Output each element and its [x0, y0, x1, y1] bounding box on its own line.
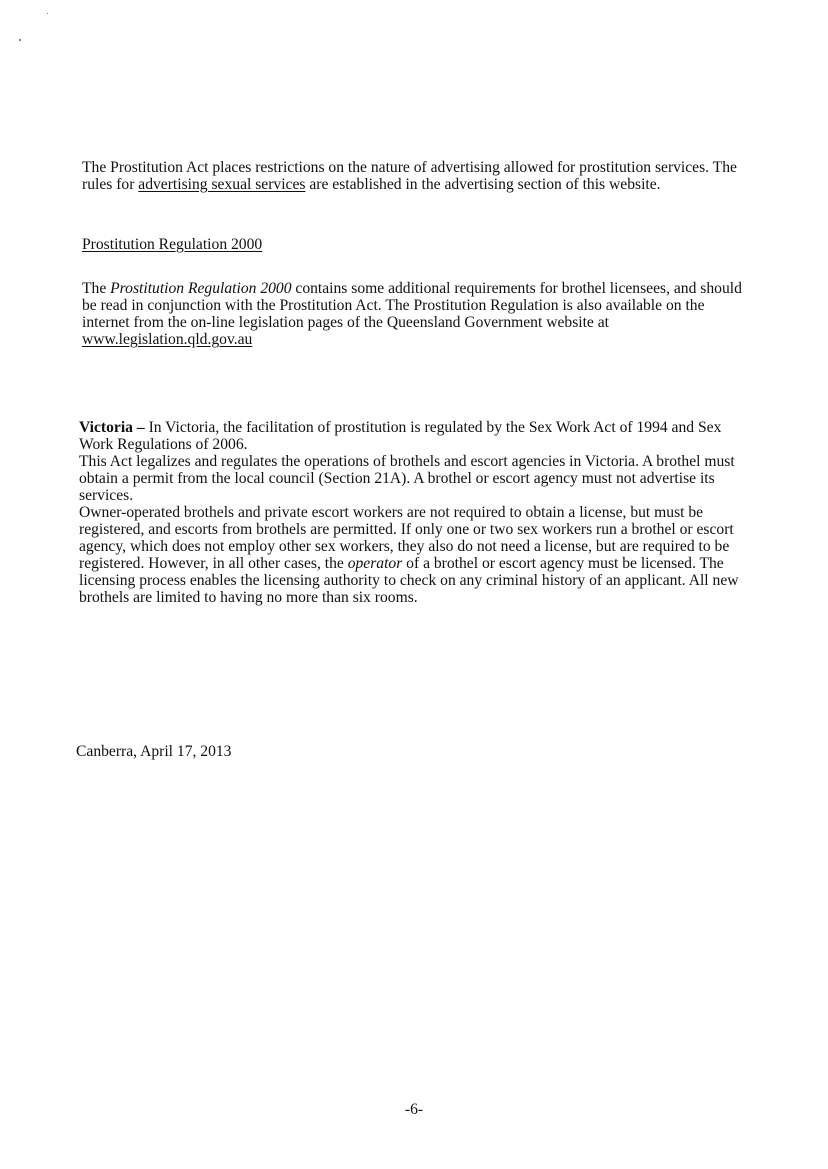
- legislation-website-link[interactable]: www.legislation.qld.gov.au: [82, 331, 253, 348]
- victoria-paragraph-3: [79, 504, 751, 606]
- regulation-text: [82, 280, 750, 348]
- victoria-paragraph-3-end: of a brothel or escort agency must be licensed. The licensing process enables the licensing authority to check on any criminal history of an applicant. All new brothels are limited to having no more than six rooms.: [79, 555, 739, 606]
- victoria-intro: [79, 419, 751, 453]
- regulation-heading: [82, 236, 750, 253]
- victoria-section: [79, 419, 751, 606]
- place-date: Canberra, April 17, 2013: [76, 743, 232, 760]
- regulation-paragraph: [82, 280, 750, 348]
- page-number: -6-: [404, 1101, 424, 1118]
- victoria-operator-italic: operator: [347, 555, 403, 572]
- victoria-paragraph-3-start: Owner-operated brothels and private escort workers are not required to obtain a license, but must be registered, and escorts from brothels are permitted. If only one or two sex workers run a brothel or escort agency, which does not employ other sex workers, they also do not need a license, but are required to be registered. However, in all other cases, the: [79, 504, 734, 572]
- advertising-text-after: are established in the advertising section of this website.: [305, 176, 661, 193]
- victoria-intro-text: In Victoria, the facilitation of prostitution is regulated by the Sex Work Act of 1994 and Sex Work Regulations of 2006.: [79, 419, 722, 453]
- advertising-text-before: The Prostitution Act places restrictions on the nature of advertising allowed for prostitution services. The rules for: [82, 159, 737, 193]
- scan-speck: [47, 13, 48, 14]
- regulation-italic-title: Prostitution Regulation 2000: [110, 280, 292, 297]
- scan-speck: [19, 39, 21, 41]
- signature-line: [76, 743, 744, 760]
- victoria-label: Victoria: [79, 419, 133, 436]
- victoria-paragraph-2: This Act legalizes and regulates the operations of brothels and escort agencies in Victoria. A brothel must obtain a permit from the local council (Section 21A). A brothel or escort agency must not advertise its services.: [79, 453, 735, 504]
- advertising-sexual-services-link[interactable]: advertising sexual services: [138, 176, 306, 193]
- regulation-text-middle: contains some additional requirements for brothel licensees, and should be read in conjunction with the Prostitution Act. The Prostitution Regulation is also available on the internet from the on-line legislation pages of the Queensland Government website at: [82, 280, 742, 331]
- regulation-text-start: The: [82, 280, 111, 297]
- regulation-heading-block: [82, 236, 750, 253]
- advertising-text: [82, 159, 750, 193]
- regulation-heading-link[interactable]: Prostitution Regulation 2000: [82, 236, 263, 253]
- victoria-dash: –: [132, 419, 149, 436]
- advertising-paragraph: [82, 159, 750, 193]
